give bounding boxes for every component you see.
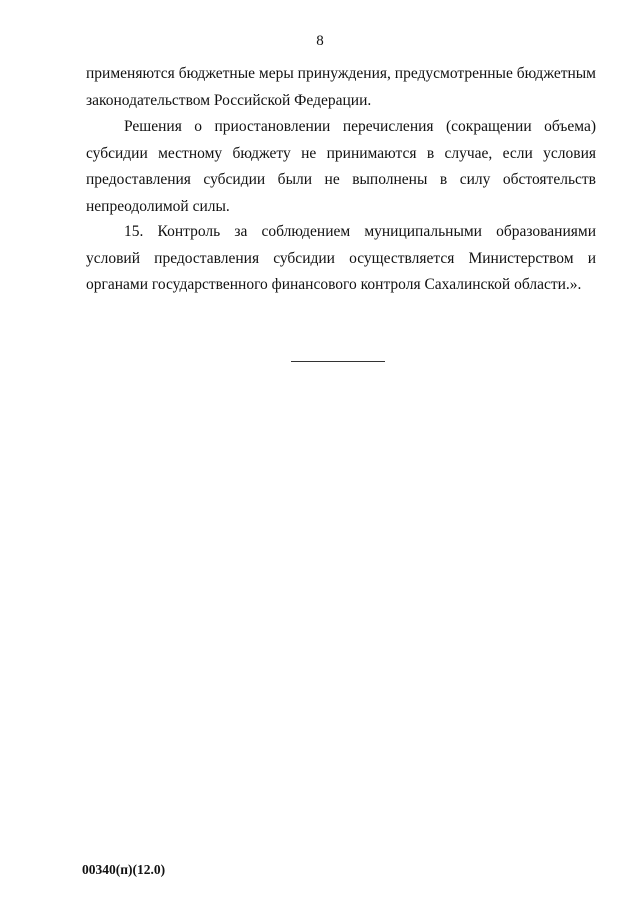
page-number: 8: [316, 33, 324, 49]
end-separator-line: [291, 361, 385, 362]
paragraph-suspension-decisions: Решения о приостановлении перечисления (сокращении объема) субсидии местному бюджету не принимаются в случае, если условия предоставления субсидии были не выполнены в силу обстоятельств непреодолимой силы.: [86, 118, 596, 215]
paragraph-continuation: применяются бюджетные меры принуждения, предусмотренные бюджетным законодательством Российской Федерации.: [86, 65, 596, 109]
paragraph-item-15-control: 15. Контроль за соблюдением муниципальными образованиями условий предоставления субсидии осуществляется Министерством и органами государственного финансового контроля Сахалинской области.».: [86, 223, 596, 293]
document-code: 00340(п)(12.0): [82, 862, 166, 877]
